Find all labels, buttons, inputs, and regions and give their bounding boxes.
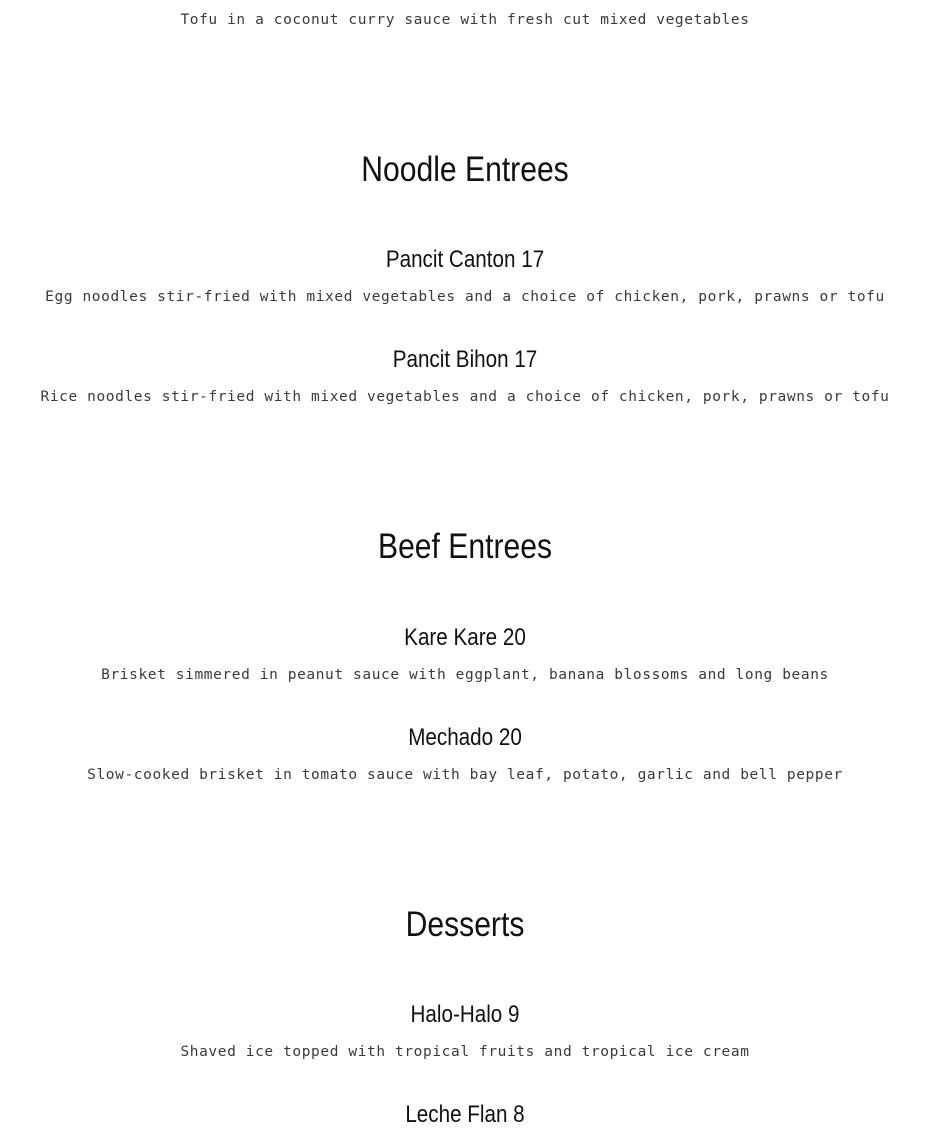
menu-item-description: Egg noodles stir-fried with mixed vegetables and a choice of chicken, pork, prawns or tofu	[45, 289, 885, 305]
menu-item-description: Brisket simmered in peanut sauce with eggplant, banana blossoms and long beans	[101, 667, 829, 683]
menu-item-name: Pancit Bihon 17	[392, 346, 538, 373]
section-title-noodle-entrees: Noodle Entrees	[361, 150, 569, 189]
menu-item-description: Tofu in a coconut curry sauce with fresh cut mixed vegetables	[180, 12, 750, 28]
menu-item-name: Pancit Canton 17	[385, 246, 545, 273]
section-title-desserts: Desserts	[405, 905, 525, 944]
menu-item-description: Rice noodles stir-fried with mixed vegetables and a choice of chicken, pork, prawns or tofu	[40, 389, 890, 405]
menu-item-name: Leche Flan 8	[405, 1101, 525, 1128]
menu-item-name: Halo-Halo 9	[410, 1001, 520, 1028]
section-title-beef-entrees: Beef Entrees	[377, 527, 553, 566]
menu-item-name: Kare Kare 20	[404, 624, 526, 651]
menu-item-name: Mechado 20	[408, 724, 522, 751]
menu-item-description: Shaved ice topped with tropical fruits and tropical ice cream	[180, 1044, 750, 1060]
menu-item-description: Slow-cooked brisket in tomato sauce with bay leaf, potato, garlic and bell pepper	[87, 767, 843, 783]
